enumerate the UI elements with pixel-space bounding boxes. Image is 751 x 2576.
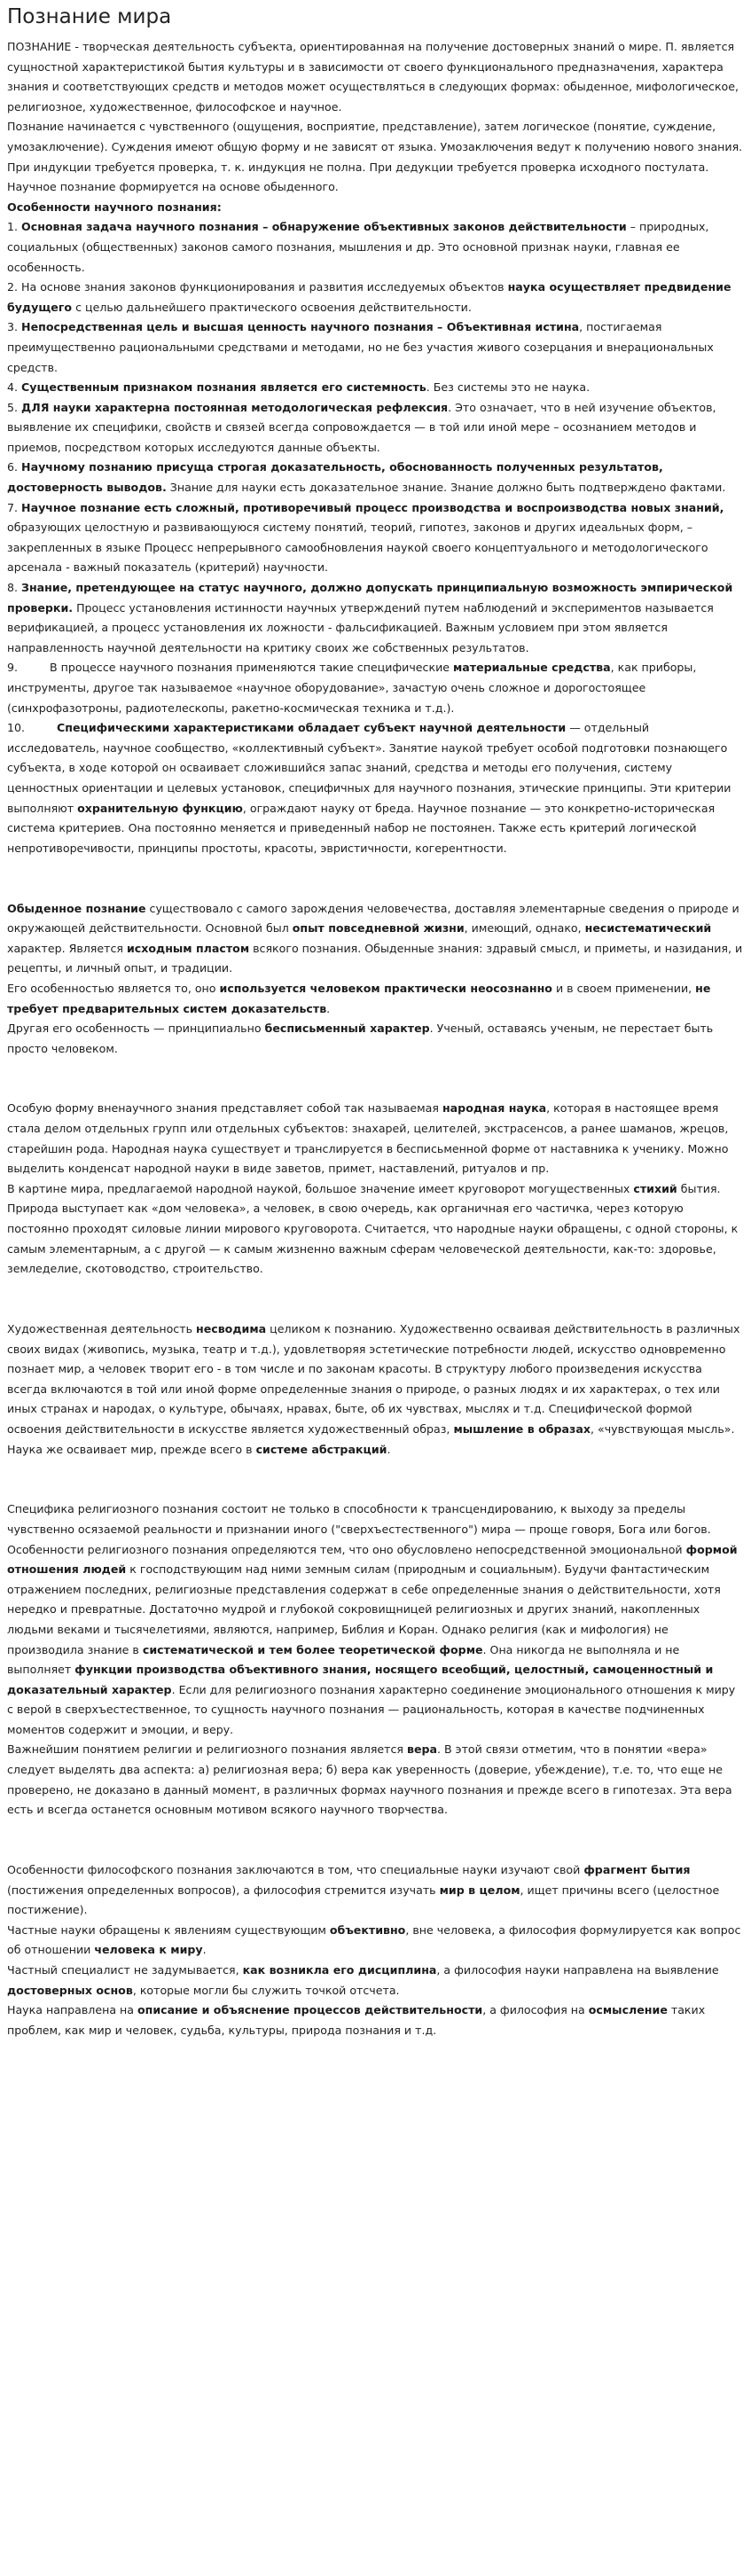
text-run: Научное познание формируется на основе обыденного. [7, 180, 339, 194]
text-run: – природных, социальных (общественных) законов самого познания, мышления и др. Это основной признак науки, главная ее особенность. [7, 220, 709, 274]
bold-text: охранительную функцию [77, 801, 243, 815]
text-run: , а философия на [482, 2003, 589, 2017]
text-run: . Она никогда не выполняла и не выполняет [7, 1642, 680, 1677]
text-run: Познание начинается с чувственного (ощущения, восприятие, представление), затем логическое (понятие, суждение, умозаключение). Суждения имеют общую форму и не зависят от языка. Умозаключения ведут к получению нового знания. При индукции требуется проверка, т. к. индукция не полна. При дедукции требуется проверка исходного постулата. [7, 120, 743, 174]
text-run: , постигаемая преимущественно рациональными средствами и методами, но не без участия живого созерцания и внерациональных средств. [7, 320, 714, 374]
bold-text: функции производства объективного знания, носящего всеобщий, целостный, самоценностный и доказательный характер [7, 1663, 714, 1696]
text-run: . Если для религиозного познания характерно соединение эмоционального отношения к миру с верой в сверхъестественное, то сущность научного познания — рациональность, которая в качестве подчиненных моментов содержит и эмоции, и веру. [7, 1682, 736, 1736]
blank-line [7, 1840, 744, 1860]
bold-text: Специфическими характеристиками обладает субъект научной деятельности [57, 721, 567, 735]
text-run: с целью дальнейшего практического освоения действительности. [72, 300, 472, 314]
text-run: , а философия науки направлена на выявление [436, 1963, 719, 1977]
blank-line [7, 1460, 744, 1480]
paragraph [7, 177, 744, 198]
text-run: 9. [7, 661, 19, 675]
text-run: , которые могли бы служить точкой отсчета. [132, 1983, 400, 1997]
blank-line [7, 1079, 744, 1100]
text-run: таких проблем, как мир и человек, судьба, культуры, природа познания и т.д. [7, 2003, 706, 2037]
article-body [7, 37, 744, 2040]
text-run: , вне человека, а философия формулируется как вопрос об отношении [7, 1922, 741, 1957]
bold-text: бесписьменный характер [264, 1022, 430, 1036]
text-run: . Без системы это не наука. [426, 380, 591, 395]
paragraph [7, 317, 744, 378]
bold-text: объективно [329, 1922, 406, 1937]
text-run: . [326, 1001, 331, 1015]
text-run: 4. [7, 380, 22, 395]
paragraph [7, 1961, 744, 2001]
text-run: (постижения определенных вопросов), а философия стремится изучать [7, 1883, 440, 1897]
text-run: 8. [7, 581, 22, 595]
paragraph [7, 979, 744, 1019]
text-run: 3. [7, 320, 22, 334]
text-run: ПОЗНАНИЕ - творческая деятельность субъекта, ориентированная на получение достоверных знаний о мире. П. является сущностной характеристикой бытия культуры и в зависимости от своего функционального предназначения, характера знания и соответствующих средств и методов может осуществляться в следующих формах: обыденное, мифологическое, религиозное, художественное, философское и научное. [7, 40, 739, 114]
text-run: , как приборы, инструменты, другое так называемое «научное оборудование», зачастую очень сложное и дорогостоящее (синхрофазотроны, радиотелескопы, ракетно-космическая техника и т.д.). [7, 661, 697, 715]
text-run: . В этой связи отметим, что в понятии «вера» следует выделять два аспекта: а) религиозная вера; б) вера как уверенность (доверие, убеждение), т.е. то, что еще не проверено, не доказано в данный момент, в различных формах научного познания и прежде всего в гипотезах. Эта вера есть и всегда останется основным мотивом всякого научного творчества. [7, 1742, 732, 1817]
text-run: 2. На основе знания законов функционирования и развития исследуемых объектов [7, 280, 508, 294]
paragraph [7, 658, 744, 718]
text-run: — отдельный исследователь, научное сообщество, «коллективный субъект». Занятие наукой требует особой подготовки познающего субъекта, в ходе которой он осваивает сложившийся запас знаний, средства и методы его получения, систему ценностных ориентации и целевых установок, специфичных для научного познания, этические принципы. Эти критерии выполняют [7, 721, 731, 815]
blank-line [7, 1299, 744, 1319]
bold-text: системе абстракций [255, 1442, 387, 1456]
text-run: Частные науки обращены к явлениям существующим [7, 1922, 330, 1937]
text-run: 10. [7, 721, 26, 735]
article [0, 4, 751, 2040]
text-run: . Это означает, что в ней изучение объектов, выявление их специфики, свойств и связей всегда сопровождается — в той или иной мере – осознанием методов и приемов, посредством которых исследуются данные объекты. [7, 400, 716, 454]
bold-text: человека к миру [94, 1943, 203, 1957]
bold-text: Существенным признаком познания является его системность [21, 380, 426, 395]
bold-text: опыт повседневной жизни [292, 921, 465, 936]
text-run: Важнейшим понятием религии и религиозного познания является [7, 1742, 407, 1757]
paragraph [7, 198, 744, 218]
bold-text: мышление в образах [453, 1421, 591, 1436]
blank-line [7, 1480, 744, 1500]
paragraph [7, 278, 744, 317]
paragraph [7, 398, 744, 458]
bold-text: ДЛЯ науки характерна постоянная методологическая рефлексия [21, 400, 449, 414]
paragraph [7, 458, 744, 497]
bold-text: формой отношения людей [7, 1542, 738, 1577]
paragraph [7, 1319, 744, 1460]
bold-text: Основная задача научного познания – обнаружение объективных законов действительности [21, 220, 627, 234]
bold-text: систематической и тем более теоретической форме [142, 1642, 483, 1656]
bold-text: стихий [633, 1181, 677, 1195]
text-run: Особую форму вненаучного знания представляет собой так называемая [7, 1101, 442, 1116]
blank-line [7, 1059, 744, 1079]
bold-text: народная наука [442, 1101, 547, 1116]
text-run: Его особенностью является то, оно [7, 981, 220, 995]
bold-text: Особенности научного познания: [7, 200, 222, 214]
text-run: существовало с самого зарождения человечества, доставляя элементарные сведения о природе и окружающей действительности. Основной был [7, 901, 739, 936]
bold-text: достоверных основ [7, 1983, 133, 1997]
text-run: , «чувствующая мысль». Наука же осваивает мир, прежде всего в [7, 1421, 735, 1456]
paragraph [7, 37, 744, 117]
bold-text: вера [407, 1742, 438, 1757]
bold-text: исходным пластом [126, 941, 250, 955]
text-run: В процессе научного познания применяются такие специфические [50, 661, 453, 675]
paragraph [7, 1921, 744, 1961]
text-run: целиком к познанию. Художественно осваивая действительность в различных своих видах (живопись, музыка, театр и т.д.), удовлетворяя эстетические потребности людей, искусство одновременно познает мир, а человек творит его - в том числе и по законам красоты. В структуру любого произведения искусства всегда включаются в той или иной форме определенные знания о природе, о разных людях и их характерах, о тех или иных странах и народах, о культуре, обычаях, нравах, быте, об их чувствах, мыслях и т.д. Специфической формой освоения действительности в искусстве является художественный образ, [7, 1322, 740, 1436]
text-run: . Ученый, оставаясь ученым, не перестает быть просто человеком. [7, 1022, 714, 1055]
text-run: Знание для науки есть доказательное знание. Знание должно быть подтверждено фактами. [166, 481, 726, 495]
bold-text: Обыденное познание [7, 901, 146, 915]
paragraph [7, 1179, 744, 1280]
text-run: 6. [7, 460, 22, 474]
bold-text: несистематический [584, 921, 712, 936]
bold-text: наука осуществляет предвидение будущего [7, 280, 731, 314]
bold-text: Научному познанию присуща строгая доказательность, обоснованность полученных результатов, достоверность выводов. [7, 460, 663, 495]
text-run: Особенности философского познания заключаются в том, что специальные науки изучают свой [7, 1863, 584, 1877]
text-run: , ищет причины всего (целостное постижение). [7, 1883, 720, 1917]
bold-text: Научное познание есть сложный, противоречивый процесс производства и воспроизводства новых знаний, [21, 500, 724, 514]
paragraph [7, 117, 744, 177]
blank-line [7, 879, 744, 899]
page-title: Познание мира [7, 5, 172, 28]
text-run: Процесс установления истинности научных утверждений путем наблюдений и экспериментов называется верификацией, а процесс установления их ложности - фальсификацией. Важным условием при этом является направленность научной деятельности на критику своих же собственных результатов. [7, 600, 714, 654]
text-run: , имеющий, однако, [464, 921, 585, 936]
paragraph [7, 578, 744, 658]
bold-text: фрагмент бытия [583, 1863, 691, 1877]
text-run: Наука направлена на [7, 2003, 137, 2017]
text-run: В картине мира, предлагаемой народной наукой, большое значение имеет круговорот могущественных [7, 1181, 634, 1195]
bold-text: несводима [196, 1322, 267, 1335]
bold-text: используется человеком практически неосознанно [219, 981, 552, 995]
paragraph [7, 217, 744, 278]
text-run: характер. Является [7, 941, 127, 955]
bold-text: Знание, претендующее на статус научного, должно допускать принципиальную возможность эмпирической проверки. [7, 581, 733, 615]
paragraph [7, 378, 744, 398]
paragraph [7, 2001, 744, 2040]
blank-line [7, 858, 744, 879]
text-run: образующих целостную и развивающуюся систему понятий, теорий, гипотез, законов и других идеальных форм, – закрепленных в языке Процесс непрерывного самообновления наукой своего концептуального и методологического арсенала - важный показатель (критерий) научности. [7, 521, 708, 575]
text-run: всякого познания. Обыденные знания: здравый смысл, и приметы, и назидания, и рецепты, и личный опыт, и традиции. [7, 941, 743, 975]
bold-text: не требует предварительных систем доказательств [7, 981, 711, 1015]
bold-text: как возникла его дисциплина [242, 1963, 437, 1977]
text-run: Частный специалист не задумывается, [7, 1963, 243, 1977]
text-run: 7. [7, 500, 22, 514]
text-run: , которая в настоящее время стала делом отдельных групп или отдельных субъектов: знахарей, целителей, экстрасенсов, а ранее шаманов, жрецов, старейшин рода. Народная наука существует и транслируется в бесписьменной форме от наставника к ученику. Можно выделить конденсат народной науки в виде заветов, примет, наставлений, ритуалов и пр. [7, 1101, 729, 1176]
bold-text: описание и объяснение процессов действительности [137, 2003, 483, 2017]
text-run: к господствующим над ними земным силам (природным и социальным). Будучи фантастическим отражением последних, религиозные представления содержат в себе определенные знания о действительности, хотя нередко и превратные. Достаточно мудрой и глубокой сокровищницей религиозных и других знаний, накопленных людьми веками и тысячелетиями, являются, например, Библия и Коран. Однако религия (как и мифология) не производила знание в [7, 1562, 721, 1656]
paragraph [7, 899, 744, 979]
bold-text: мир в целом [439, 1883, 520, 1897]
blank-line [7, 1280, 744, 1300]
paragraph [7, 1499, 744, 1740]
text-run: 1. [7, 220, 22, 234]
text-run: . [202, 1943, 207, 1957]
text-run: бытия. Природа выступает как «дом человека», а человек, в свою очередь, как органичная его частичка, через которую постоянно проходят силовые линии мирового круговорота. Считается, что народные науки обращены, с одной стороны, к самым элементарным, а с другой — к самым жизненно важным сферам человеческой деятельности, как-то: здоровье, земледелие, скотоводство, строительство. [7, 1181, 739, 1276]
text-run: Специфика религиозного познания состоит не только в способности к трансцендированию, к выходу за пределы чувственно осязаемой реальности и признании иного ("сверхъестественного") мира — проще говоря, Бога или богов. Особенности религиозного познания определяются тем, что оно обусловлено непосредственной эмоциональной [7, 1502, 711, 1556]
text-run: . [387, 1442, 391, 1456]
text-run: 5. [7, 400, 22, 414]
text-run: и в своем применении, [552, 981, 696, 995]
paragraph [7, 718, 744, 858]
bold-text: материальные средства [453, 661, 611, 675]
text-run: , ограждают науку от бреда. Научное познание — это конкретно-историческая система критериев. Она постоянно меняется и приведенный набор не постоянен. Также есть критерий логической непротиворечивости, принципы простоты, красоты, эвристичности, когерентности. [7, 801, 716, 855]
paragraph [7, 1740, 744, 1820]
bold-text: Непосредственная цель и высшая ценность научного познания – Объективная истина [21, 320, 580, 334]
blank-line [7, 1820, 744, 1841]
text-run: Другая его особенность — принципиально [7, 1022, 265, 1036]
text-run: Художественная деятельность [7, 1322, 196, 1335]
paragraph [7, 498, 744, 578]
paragraph [7, 1860, 744, 1921]
paragraph [7, 1019, 744, 1059]
bold-text: осмысление [588, 2003, 668, 2017]
paragraph [7, 1099, 744, 1178]
